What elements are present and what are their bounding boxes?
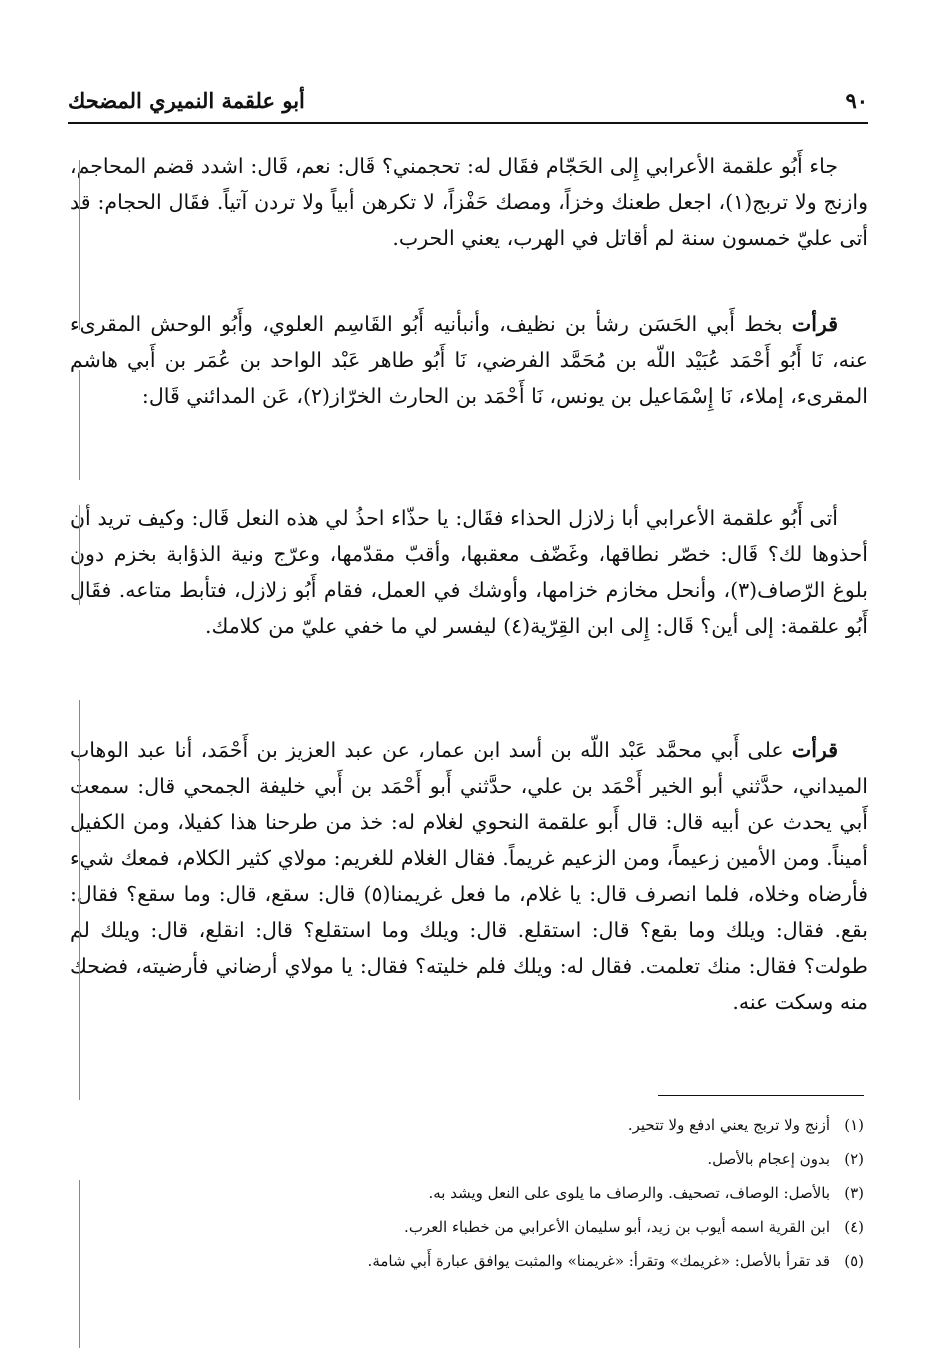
paragraph-text: بخط أَبي الحَسَن رشأ بن نظيف، وأنبأنيه أَبُو القَاسِم العلوي، وأَبُو الوحش المقرىء عنه، نَا أَبُو أَحْمَد عُبَيْد اللّه بن مُحَمَّد الفرضي، نَا أَبُو طاهر عَبْد الواحد بن عُمَر بن أَبي هاشم المقرىء، إملاء، نَا إِسْمَاعيل بن يونس، نَا أَحْمَد بن الحارث الخرّاز(٢)، عَن المدائني قَال: bbox=[70, 312, 868, 408]
footnotes bbox=[300, 1108, 864, 1278]
footnote-number: (٤) bbox=[844, 1218, 864, 1236]
footnote-text: أزنج ولا تربج يعني ادفع ولا تتحير. bbox=[627, 1116, 830, 1134]
scan-artifact-line bbox=[79, 505, 80, 605]
footnote bbox=[300, 1142, 864, 1176]
footnote bbox=[300, 1244, 864, 1278]
page-header bbox=[68, 88, 868, 118]
paragraph-1 bbox=[70, 148, 868, 256]
footnote-rule bbox=[658, 1095, 864, 1096]
footnote bbox=[300, 1108, 864, 1142]
footnote bbox=[300, 1210, 864, 1244]
paragraph-text: على أَبي محمَّد عَبْد اللّه بن أسد ابن عمار، عن عبد العزيز بن أَحْمَد، أنا عبد الوهاب الميداني، حدَّثني أبو الخير أَحْمَد بن علي، حدَّثني أَبو أَحْمَد بن أَبي خليفة الجمحي قال: سمعت أَبي يحدث عن أبيه قال: قال أَبو علقمة النحوي لغلام له: خذ من طرحنا هذا كفيلا، ومن الكفيل أميناً. ومن الأمين زعيماً، ومن الزعيم غريماً. فقال الغلام للغريم: مولاي كثير الكلام، فمعك شيء فأرضاه وخلاه، فلما انصرف قال: يا غلام، ما فعل غريمنا(٥) قال: سقع، قال: وما سقع؟ فقال: بقع. فقال: ويلك وما بقع؟ قال: استقلع. قال: ويلك وما استقلع؟ قال: انقلع، قال: ويلك لم طولت؟ فقال: منك تعلمت. فقال له: ويلك فلم خليته؟ فقال: يا مولاي أرضاني فأرضيته، فضحك منه وسكت عنه. bbox=[70, 738, 868, 1014]
paragraph-text: جاء أَبُو علقمة الأعرابي إِلى الحَجّام فقَال له: تحجمني؟ قَال: نعم، قَال: اشدد قضم المحاجم، وازنج ولا تربج(١)، اجعل طعنك وخزاً، ومصك حَفْزاً، لا تكرهن أبياً ولا تردن آتياً. فقَال الحجام: قد أتى عليّ خمسون سنة لم أقاتل في الهرب، يعني الحرب. bbox=[70, 154, 868, 250]
paragraph-lead: قرأت bbox=[791, 738, 838, 762]
running-title: أبو علقمة النميري المضحك bbox=[68, 88, 305, 113]
paragraph-text: أتى أَبُو علقمة الأعرابي أبا زلازل الحذاء فقَال: يا حذّاء احذُ لي هذه النعل قَال: وكيف تريد أن أحذوها لك؟ قَال: خصّر نطاقها، وغَضّف معقبها، وأقبّ مقدّمها، وعرّج ونية الذؤابة بخزم دون بلوغ الرّصاف(٣)، وأنحل مخازم خزامها، وأوشك في العمل، فقام أَبُو زلازل، فتأبط متاعه. فقَال أَبُو علقمة: إلى أين؟ قَال: إِلى ابن القِرّية(٤) ليفسر لي ما خفي عليّ من كلامك. bbox=[70, 506, 868, 638]
scan-artifact-line bbox=[79, 1180, 80, 1348]
footnote-text: قد تقرأ بالأصل: «غريمك» وتقرأ: «غريمنا» والمثبت يوافق عبارة أَبي شامة. bbox=[367, 1252, 830, 1270]
footnote-text: بدون إعجام بالأصل. bbox=[707, 1150, 830, 1168]
footnote-number: (١) bbox=[844, 1116, 864, 1134]
scan-artifact-line bbox=[79, 700, 80, 1100]
footnote-number: (٥) bbox=[844, 1252, 864, 1270]
paragraph-lead: قرأت bbox=[791, 312, 838, 336]
paragraph-2 bbox=[70, 306, 868, 414]
paragraph-4 bbox=[70, 732, 868, 1020]
footnote-text: ابن القرية اسمه أيوب بن زيد، أبو سليمان الأعرابي من خطباء العرب. bbox=[404, 1218, 830, 1236]
footnote-number: (٢) bbox=[844, 1150, 864, 1168]
header-rule bbox=[68, 122, 868, 124]
footnote-text: بالأصل: الوصاف، تصحيف. والرصاف ما يلوى على النعل ويشد به. bbox=[428, 1184, 830, 1202]
scan-artifact-line bbox=[79, 370, 80, 480]
scan-artifact-line bbox=[79, 160, 80, 330]
footnote bbox=[300, 1176, 864, 1210]
page-number: ٩٠ bbox=[845, 88, 868, 113]
paragraph-3 bbox=[70, 500, 868, 644]
footnote-number: (٣) bbox=[844, 1184, 864, 1202]
